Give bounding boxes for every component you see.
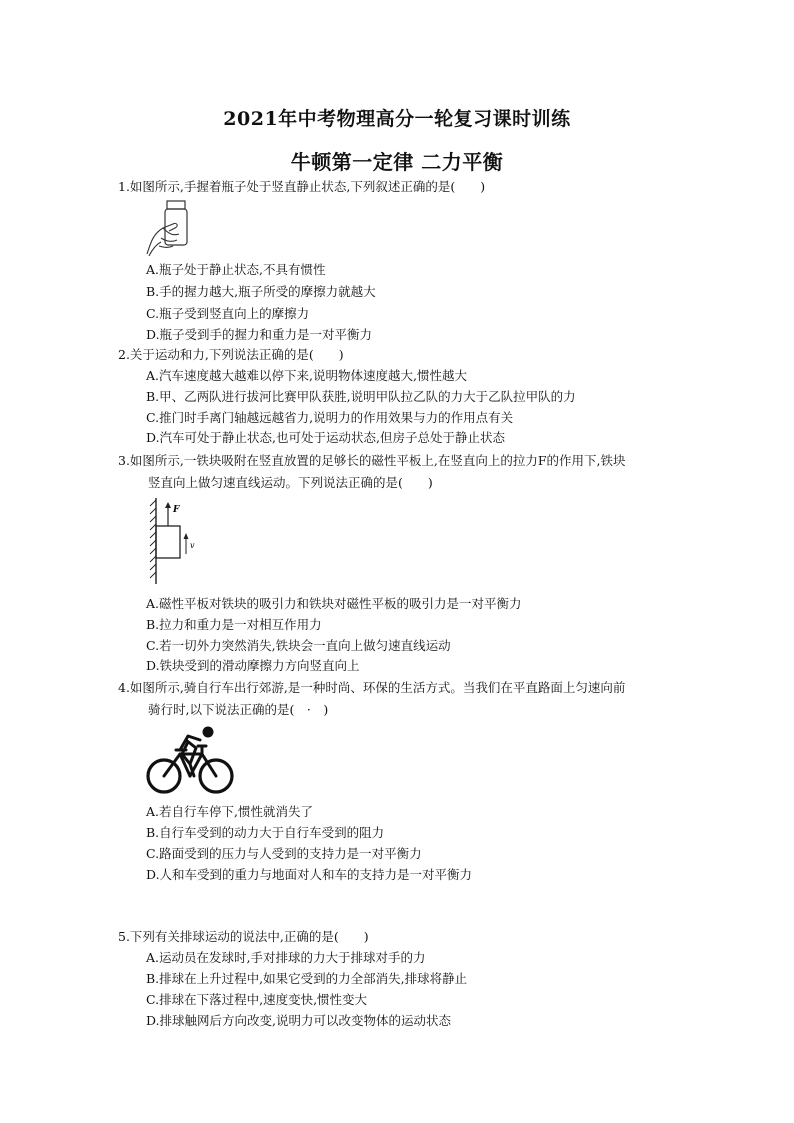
question-2-stem: 2.关于运动和力,下列说法正确的是( ) — [118, 347, 344, 362]
hand-holding-bottle-figure — [143, 198, 195, 258]
question-4-option-a: A.若自行车停下,惯性就消失了 — [146, 804, 313, 819]
question-4-stem — [118, 677, 698, 721]
question-1-option-a: A.瓶子处于静止状态,不具有惯性 — [146, 262, 326, 277]
question-5-option-b: B.排球在上升过程中,如果它受到的力全部消失,排球将静止 — [146, 971, 468, 986]
question-4-option-d: D.人和车受到的重力与地面对人和车的支持力是一对平衡力 — [146, 867, 473, 882]
force-label: F — [173, 505, 180, 515]
question-3-stem — [118, 450, 698, 494]
question-5-option-c: C.排球在下落过程中,速度变快,惯性变大 — [146, 992, 368, 1007]
document-subtitle: 牛顿第一定律 二力平衡 — [290, 150, 504, 174]
magnetic-board-figure — [144, 494, 204, 586]
question-5-option-a: A.运动员在发球时,手对排球的力大于排球对手的力 — [146, 950, 426, 965]
question-2-option-a: A.汽车速度越大越难以停下来,说明物体速度越大,惯性越大 — [146, 368, 467, 383]
question-4-stem-line-2: 骑行时,以下说法正确的是( · ) — [148, 702, 329, 717]
question-1-option-c: C.瓶子受到竖直向上的摩擦力 — [146, 306, 310, 321]
question-3-option-c: C.若一切外力突然消失,铁块会一直向上做匀速直线运动 — [146, 638, 451, 653]
question-2-option-c: C.推门时手离门轴越远越省力,说明力的作用效果与力的作用点有关 — [146, 410, 514, 425]
question-3-option-a: A.磁性平板对铁块的吸引力和铁块对磁性平板的吸引力是一对平衡力 — [146, 596, 522, 611]
question-2-option-b: B.甲、乙两队进行拔河比赛甲队获胜,说明甲队拉乙队的力大于乙队拉甲队的力 — [146, 389, 576, 404]
question-1-stem: 1.如图所示,手握着瓶子处于竖直静止状态,下列叙述正确的是( ) — [118, 179, 486, 194]
question-3-stem-line-2: 竖直向上做匀速直线运动。下列说法正确的是( ) — [148, 475, 433, 490]
question-4-option-c: C.路面受到的压力与人受到的支持力是一对平衡力 — [146, 846, 422, 861]
question-1-option-b: B.手的握力越大,瓶子所受的摩擦力就越大 — [146, 284, 376, 299]
question-3-option-b: B.拉力和重力是一对相互作用力 — [146, 617, 322, 632]
question-4-stem-line-1: 4.如图所示,骑自行车出行郊游,是一种时尚、环保的生活方式。当我们在平直路面上匀速向前 — [118, 680, 626, 695]
question-3-option-d: D.铁块受到的滑动摩擦力方向竖直向上 — [146, 658, 360, 673]
cyclist-figure — [146, 724, 236, 796]
question-1-option-d: D.瓶子受到手的握力和重力是一对平衡力 — [146, 327, 373, 342]
question-2-option-d: D.汽车可处于静止状态,也可处于运动状态,但房子总处于静止状态 — [146, 430, 505, 445]
question-5-stem: 5.下列有关排球运动的说法中,正确的是( ) — [118, 929, 369, 944]
document-title: 2021年中考物理高分一轮复习课时训练 — [223, 108, 571, 130]
question-3-stem-line-1: 3.如图所示,一铁块吸附在竖直放置的足够长的磁性平板上,在竖直向上的拉力F的作用下,铁块 — [118, 453, 626, 468]
velocity-label: v — [190, 541, 195, 550]
question-4-option-b: B.自行车受到的动力大于自行车受到的阻力 — [146, 825, 385, 840]
question-5-option-d: D.排球触网后方向改变,说明力可以改变物体的运动状态 — [146, 1013, 452, 1028]
